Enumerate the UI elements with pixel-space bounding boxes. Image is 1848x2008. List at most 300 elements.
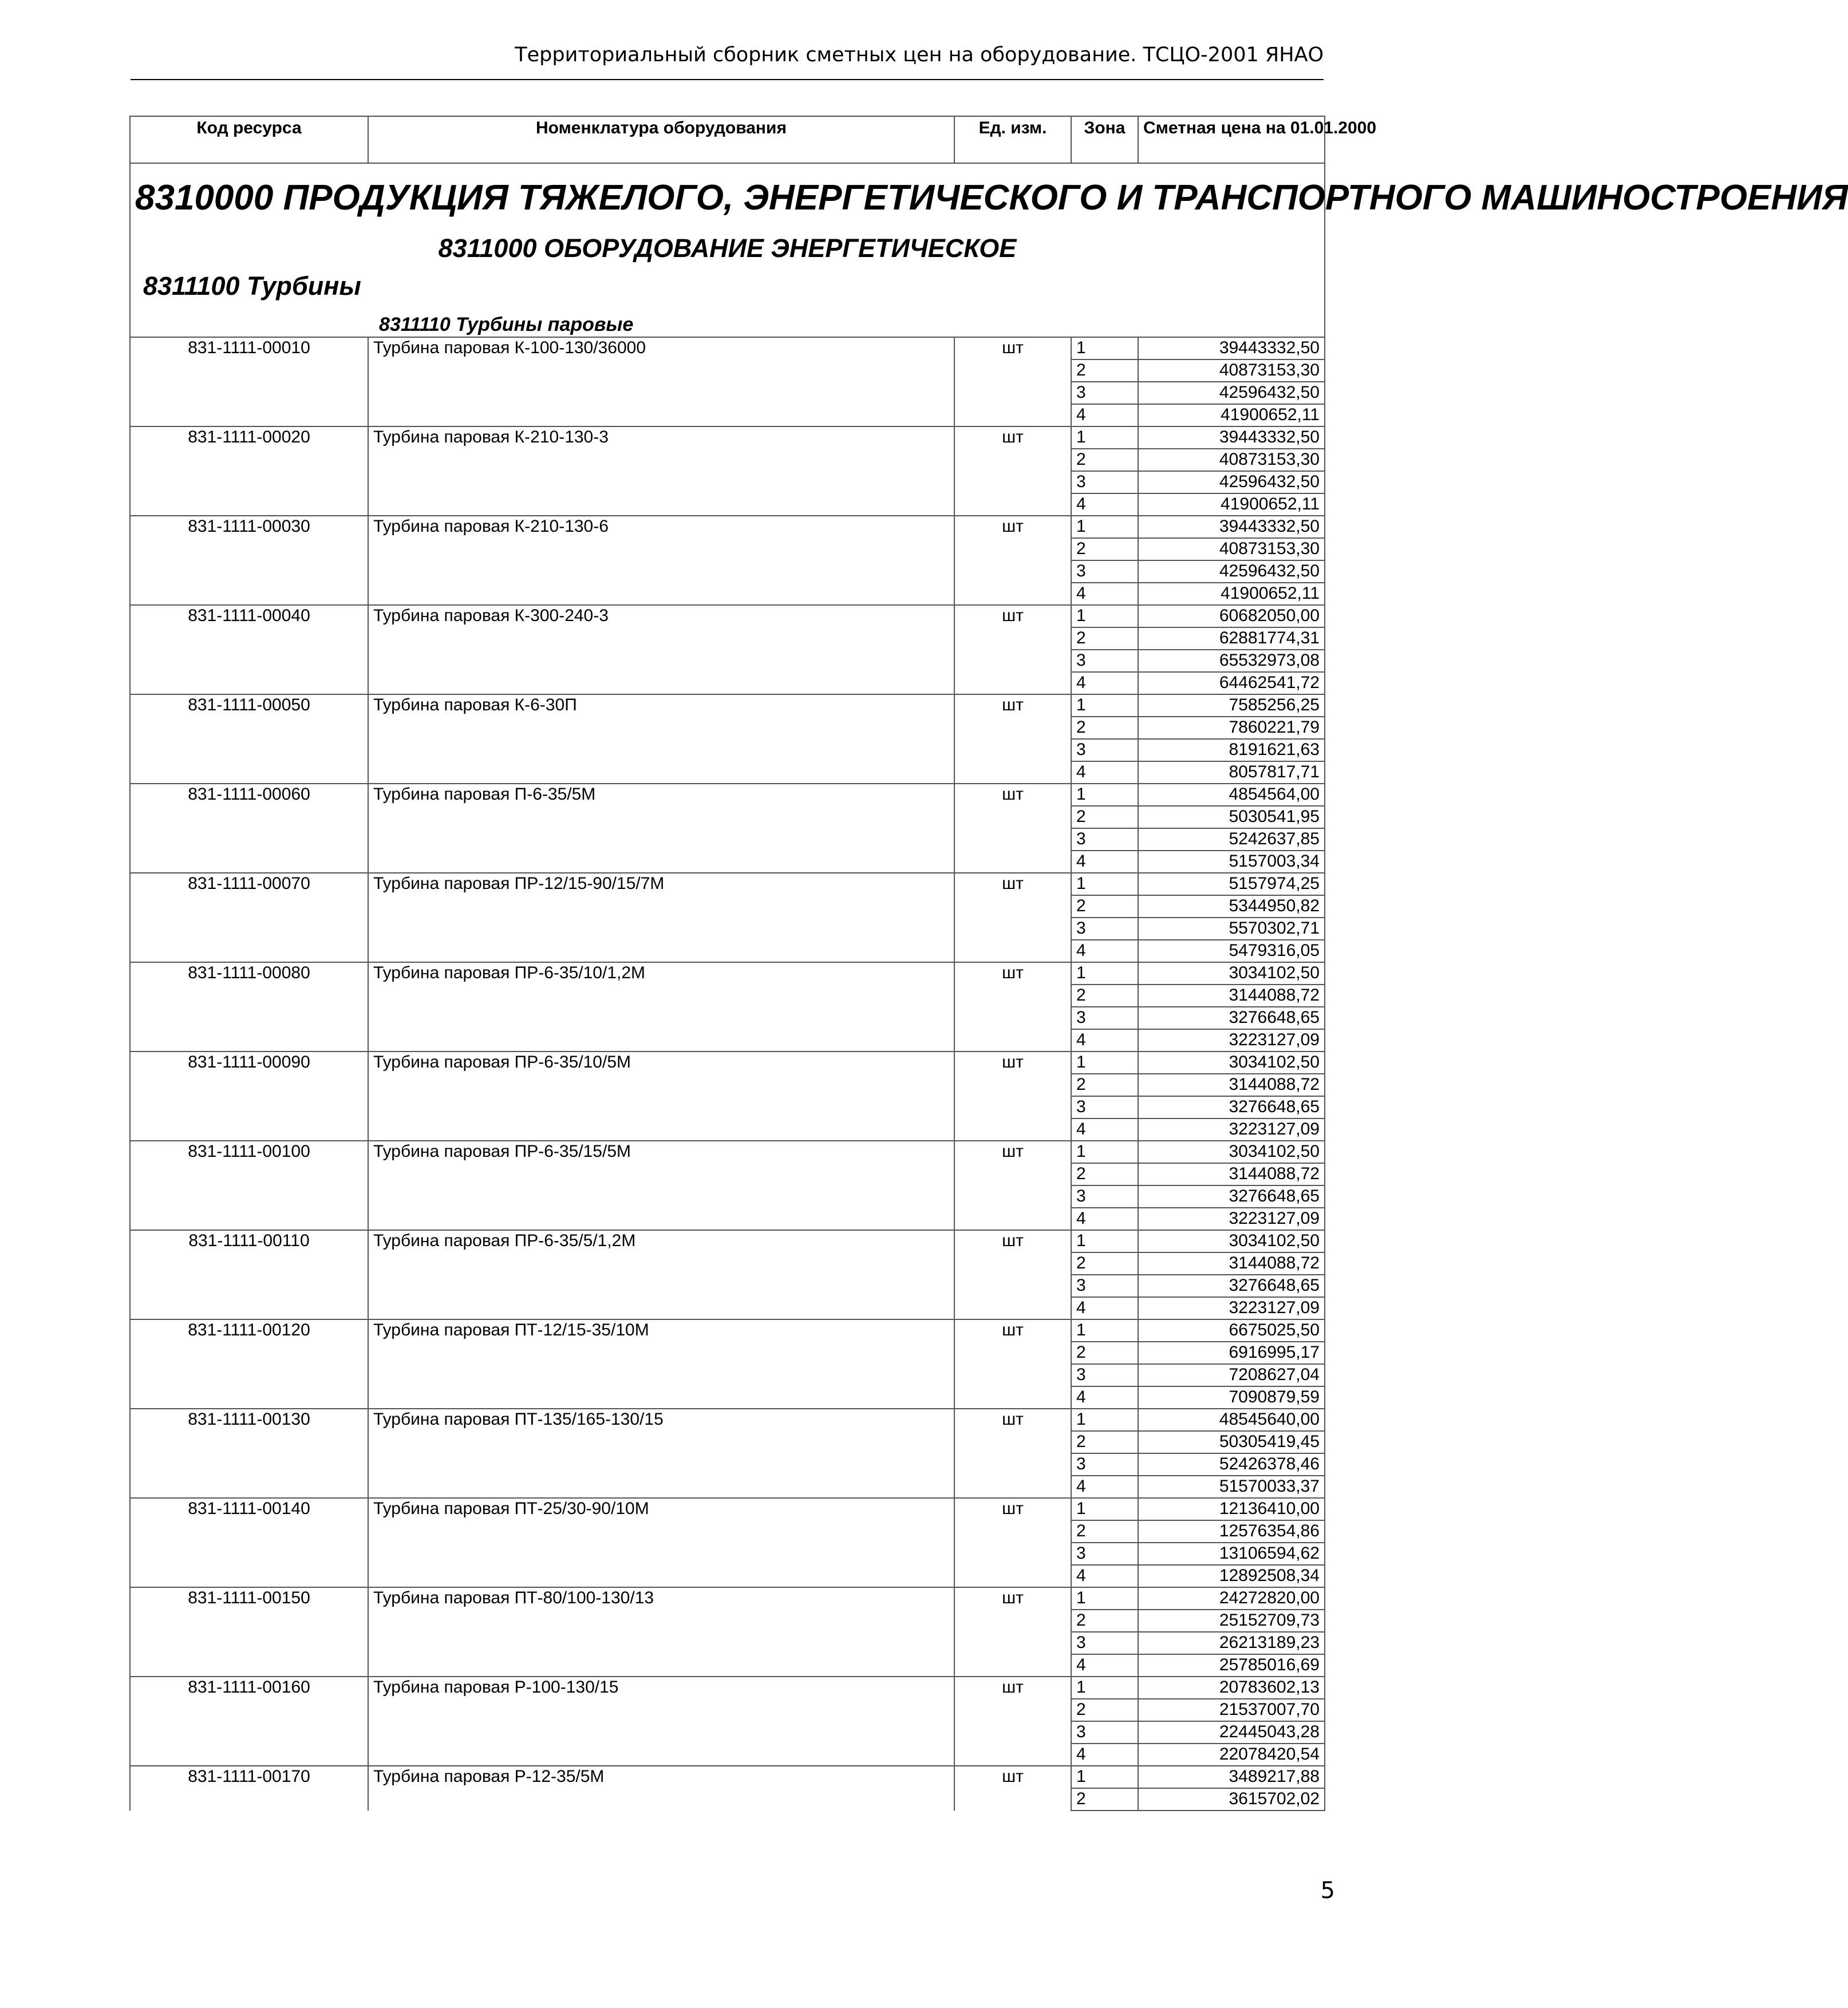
table-row	[130, 359, 1325, 382]
equipment-name	[368, 1744, 954, 1766]
column-header-code: Код ресурса	[130, 116, 368, 163]
unit-of-measure: шт	[954, 1766, 1071, 1788]
zone-cell: 1	[1071, 1141, 1138, 1163]
table-row	[130, 806, 1325, 828]
equipment-name	[368, 1610, 954, 1632]
price-cell: 12576354,86	[1138, 1520, 1325, 1543]
zone-cell: 1	[1071, 1498, 1138, 1520]
equipment-name	[368, 650, 954, 672]
price-cell: 42596432,50	[1138, 560, 1325, 583]
price-cell: 22445043,28	[1138, 1721, 1325, 1744]
table-body	[130, 163, 1848, 1811]
zone-cell: 2	[1071, 1342, 1138, 1364]
unit-of-measure: шт	[954, 1409, 1071, 1431]
equipment-name	[368, 1364, 954, 1386]
price-cell: 3276648,65	[1138, 1185, 1325, 1208]
equipment-name: Турбина паровая К-100-130/36000	[368, 337, 954, 359]
equipment-name: Турбина паровая ПР-12/15-90/15/7М	[368, 873, 954, 895]
resource-code	[130, 895, 368, 918]
price-cell: 48545640,00	[1138, 1409, 1325, 1431]
resource-code	[130, 493, 368, 516]
price-cell: 41900652,11	[1138, 404, 1325, 426]
table-row	[130, 1587, 1325, 1610]
resource-code	[130, 1007, 368, 1029]
resource-code: 831-1111-00090	[130, 1052, 368, 1074]
equipment-name	[368, 1029, 954, 1052]
unit-of-measure	[954, 1364, 1071, 1386]
price-cell: 3034102,50	[1138, 962, 1325, 985]
table-row	[130, 1074, 1325, 1096]
table-row	[130, 1409, 1325, 1431]
price-cell: 3276648,65	[1138, 1096, 1325, 1118]
unit-of-measure	[954, 382, 1071, 404]
page-number: 5	[1320, 1877, 1335, 1904]
price-cell: 3223127,09	[1138, 1208, 1325, 1230]
table-row	[130, 426, 1325, 449]
resource-code	[130, 1163, 368, 1185]
zone-cell: 1	[1071, 1587, 1138, 1610]
price-cell: 6675025,50	[1138, 1319, 1325, 1342]
unit-of-measure	[954, 1699, 1071, 1721]
table-row	[130, 717, 1325, 739]
resource-code	[130, 1476, 368, 1498]
zone-cell: 2	[1071, 895, 1138, 918]
table-row	[130, 1721, 1325, 1744]
equipment-name	[368, 1185, 954, 1208]
zone-cell: 4	[1071, 761, 1138, 784]
unit-of-measure: шт	[954, 694, 1071, 717]
resource-code: 831-1111-00020	[130, 426, 368, 449]
price-cell: 64462541,72	[1138, 672, 1325, 694]
zone-cell: 4	[1071, 1386, 1138, 1409]
resource-code	[130, 1565, 368, 1587]
subsection-title: 8311000 ОБОРУДОВАНИЕ ЭНЕРГЕТИЧЕСКОЕ	[438, 234, 1017, 263]
table-row	[130, 1476, 1325, 1498]
table-row	[130, 1319, 1325, 1342]
zone-cell: 2	[1071, 1163, 1138, 1185]
price-cell: 7208627,04	[1138, 1364, 1325, 1386]
zone-cell: 3	[1071, 650, 1138, 672]
zone-cell: 1	[1071, 1677, 1138, 1699]
zone-cell: 4	[1071, 493, 1138, 516]
price-cell: 3144088,72	[1138, 1163, 1325, 1185]
zone-cell: 2	[1071, 717, 1138, 739]
equipment-name	[368, 1252, 954, 1275]
price-cell: 5157003,34	[1138, 851, 1325, 873]
zone-cell: 3	[1071, 1543, 1138, 1565]
price-cell: 8191621,63	[1138, 739, 1325, 761]
zone-cell: 1	[1071, 605, 1138, 627]
table-row	[130, 650, 1325, 672]
resource-code: 831-1111-00110	[130, 1230, 368, 1252]
resource-code	[130, 471, 368, 493]
equipment-name	[368, 1163, 954, 1185]
equipment-name	[368, 1543, 954, 1565]
table-row	[130, 538, 1325, 560]
zone-cell: 4	[1071, 1565, 1138, 1587]
zone-cell: 3	[1071, 1185, 1138, 1208]
resource-code	[130, 627, 368, 650]
resource-code	[130, 1208, 368, 1230]
price-cell: 42596432,50	[1138, 382, 1325, 404]
zone-cell: 2	[1071, 1520, 1138, 1543]
resource-code: 831-1111-00010	[130, 337, 368, 359]
resource-code: 831-1111-00120	[130, 1319, 368, 1342]
unit-of-measure	[954, 1007, 1071, 1029]
zone-cell: 2	[1071, 1610, 1138, 1632]
zone-cell: 2	[1071, 1699, 1138, 1721]
resource-code: 831-1111-00100	[130, 1141, 368, 1163]
equipment-name	[368, 1431, 954, 1453]
equipment-name	[368, 895, 954, 918]
price-cell: 25152709,73	[1138, 1610, 1325, 1632]
zone-cell: 1	[1071, 1230, 1138, 1252]
zone-cell: 3	[1071, 1632, 1138, 1654]
zone-cell: 3	[1071, 1364, 1138, 1386]
equipment-name	[368, 449, 954, 471]
unit-of-measure: шт	[954, 1052, 1071, 1074]
unit-of-measure	[954, 1565, 1071, 1587]
unit-of-measure	[954, 1118, 1071, 1141]
resource-code	[130, 1074, 368, 1096]
equipment-name: Турбина паровая К-6-30П	[368, 694, 954, 717]
equipment-name	[368, 739, 954, 761]
zone-cell: 4	[1071, 1744, 1138, 1766]
resource-code	[130, 1543, 368, 1565]
zone-cell: 4	[1071, 851, 1138, 873]
unit-of-measure	[954, 895, 1071, 918]
equipment-name: Турбина паровая П-6-35/5М	[368, 784, 954, 806]
zone-cell: 2	[1071, 1074, 1138, 1096]
equipment-name: Турбина паровая К-300-240-3	[368, 605, 954, 627]
unit-of-measure	[954, 1453, 1071, 1476]
price-cell: 39443332,50	[1138, 516, 1325, 538]
equipment-name	[368, 1654, 954, 1677]
zone-cell: 2	[1071, 1788, 1138, 1811]
zone-cell: 4	[1071, 1654, 1138, 1677]
price-cell: 3034102,50	[1138, 1052, 1325, 1074]
equipment-name	[368, 471, 954, 493]
price-cell: 3144088,72	[1138, 1252, 1325, 1275]
zone-cell: 4	[1071, 1118, 1138, 1141]
table-row	[130, 1386, 1325, 1409]
table-row	[130, 1163, 1325, 1185]
unit-of-measure: шт	[954, 1319, 1071, 1342]
unit-of-measure	[954, 1074, 1071, 1096]
unit-of-measure	[954, 1386, 1071, 1409]
zone-cell: 1	[1071, 784, 1138, 806]
zone-cell: 1	[1071, 1319, 1138, 1342]
table-row	[130, 471, 1325, 493]
unit-of-measure	[954, 1096, 1071, 1118]
equipment-name	[368, 1096, 954, 1118]
equipment-name: Турбина паровая ПР-6-35/10/1,2М	[368, 962, 954, 985]
zone-cell: 3	[1071, 1007, 1138, 1029]
resource-code: 831-1111-00040	[130, 605, 368, 627]
resource-code	[130, 359, 368, 382]
table-row	[130, 873, 1325, 895]
price-cell: 6916995,17	[1138, 1342, 1325, 1364]
price-cell: 39443332,50	[1138, 426, 1325, 449]
price-cell: 3144088,72	[1138, 1074, 1325, 1096]
resource-code	[130, 1118, 368, 1141]
running-head: Территориальный сборник сметных цен на оборудование. ТСЦО-2001 ЯНАО	[515, 44, 1324, 66]
price-cell: 20783602,13	[1138, 1677, 1325, 1699]
resource-code	[130, 1744, 368, 1766]
table-row	[130, 1252, 1325, 1275]
resource-code	[130, 1699, 368, 1721]
price-cell: 62881774,31	[1138, 627, 1325, 650]
table-row	[130, 985, 1325, 1007]
table-row	[130, 1275, 1325, 1297]
table-row	[130, 1364, 1325, 1386]
zone-cell: 1	[1071, 426, 1138, 449]
resource-code	[130, 583, 368, 605]
equipment-name	[368, 404, 954, 426]
unit-of-measure	[954, 717, 1071, 739]
equipment-name	[368, 560, 954, 583]
equipment-name: Турбина паровая ПР-6-35/5/1,2М	[368, 1230, 954, 1252]
unit-of-measure	[954, 739, 1071, 761]
unit-of-measure	[954, 1632, 1071, 1654]
resource-code: 831-1111-00030	[130, 516, 368, 538]
table-row	[130, 1208, 1325, 1230]
zone-cell: 3	[1071, 382, 1138, 404]
resource-code: 831-1111-00050	[130, 694, 368, 717]
table-row	[130, 1699, 1325, 1721]
price-cell: 26213189,23	[1138, 1632, 1325, 1654]
table-row	[130, 1118, 1325, 1141]
table-row	[130, 1297, 1325, 1319]
unit-of-measure	[954, 1342, 1071, 1364]
table-row	[130, 828, 1325, 851]
price-cell: 3615702,02	[1138, 1788, 1325, 1811]
unit-of-measure	[954, 449, 1071, 471]
resource-code	[130, 1632, 368, 1654]
unit-of-measure	[954, 538, 1071, 560]
unit-of-measure	[954, 918, 1071, 940]
resource-code: 831-1111-00080	[130, 962, 368, 985]
unit-of-measure	[954, 985, 1071, 1007]
price-cell: 7860221,79	[1138, 717, 1325, 739]
unit-of-measure: шт	[954, 784, 1071, 806]
price-cell: 13106594,62	[1138, 1543, 1325, 1565]
zone-cell: 4	[1071, 1297, 1138, 1319]
price-cell: 8057817,71	[1138, 761, 1325, 784]
unit-of-measure	[954, 1208, 1071, 1230]
class-title: 8311110 Турбины паровые	[379, 314, 634, 335]
resource-code	[130, 739, 368, 761]
equipment-name	[368, 985, 954, 1007]
unit-of-measure: шт	[954, 1587, 1071, 1610]
price-cell: 39443332,50	[1138, 337, 1325, 359]
resource-code	[130, 538, 368, 560]
resource-code	[130, 382, 368, 404]
equipment-name	[368, 1275, 954, 1297]
group-title: 8311100 Турбины	[143, 271, 361, 301]
equipment-name	[368, 940, 954, 962]
unit-of-measure: шт	[954, 516, 1071, 538]
price-cell: 5242637,85	[1138, 828, 1325, 851]
equipment-name	[368, 1297, 954, 1319]
price-cell: 3489217,88	[1138, 1766, 1325, 1788]
price-cell: 5030541,95	[1138, 806, 1325, 828]
price-cell: 24272820,00	[1138, 1587, 1325, 1610]
price-cell: 5570302,71	[1138, 918, 1325, 940]
table-row	[130, 672, 1325, 694]
price-cell: 65532973,08	[1138, 650, 1325, 672]
zone-cell: 3	[1071, 1096, 1138, 1118]
resource-code	[130, 828, 368, 851]
price-cell: 3276648,65	[1138, 1275, 1325, 1297]
table-row	[130, 1654, 1325, 1677]
unit-of-measure	[954, 1163, 1071, 1185]
table-row	[130, 1096, 1325, 1118]
resource-code	[130, 1185, 368, 1208]
zone-cell: 3	[1071, 828, 1138, 851]
table-row	[130, 1520, 1325, 1543]
zone-cell: 1	[1071, 1052, 1138, 1074]
unit-of-measure	[954, 806, 1071, 828]
resource-code: 831-1111-00160	[130, 1677, 368, 1699]
resource-code	[130, 918, 368, 940]
table-row	[130, 1453, 1325, 1476]
unit-of-measure: шт	[954, 605, 1071, 627]
equipment-name: Турбина паровая Р-12-35/5М	[368, 1766, 954, 1788]
zone-cell: 1	[1071, 1409, 1138, 1431]
unit-of-measure	[954, 1520, 1071, 1543]
unit-of-measure: шт	[954, 873, 1071, 895]
zone-cell: 4	[1071, 1029, 1138, 1052]
resource-code	[130, 761, 368, 784]
table-row	[130, 1431, 1325, 1453]
unit-of-measure	[954, 627, 1071, 650]
table-row	[130, 1788, 1325, 1811]
zone-cell: 1	[1071, 962, 1138, 985]
zone-cell: 1	[1071, 516, 1138, 538]
price-cell: 7585256,25	[1138, 694, 1325, 717]
table-row	[130, 1610, 1325, 1632]
equipment-name	[368, 538, 954, 560]
equipment-name	[368, 1208, 954, 1230]
column-header-zone: Зона	[1071, 116, 1138, 163]
unit-of-measure: шт	[954, 337, 1071, 359]
price-cell: 41900652,11	[1138, 583, 1325, 605]
zone-cell: 4	[1071, 940, 1138, 962]
zone-cell: 2	[1071, 985, 1138, 1007]
table-row	[130, 1230, 1325, 1252]
table-row	[130, 605, 1325, 627]
equipment-name: Турбина паровая К-210-130-6	[368, 516, 954, 538]
equipment-name: Турбина паровая ПТ-25/30-90/10М	[368, 1498, 954, 1520]
column-header-unit: Ед. изм.	[954, 116, 1071, 163]
unit-of-measure	[954, 471, 1071, 493]
price-cell: 51570033,37	[1138, 1476, 1325, 1498]
equipment-name	[368, 359, 954, 382]
equipment-name	[368, 1788, 954, 1811]
unit-of-measure	[954, 1476, 1071, 1498]
resource-code: 831-1111-00130	[130, 1409, 368, 1431]
unit-of-measure	[954, 940, 1071, 962]
resource-code	[130, 449, 368, 471]
resource-code	[130, 1252, 368, 1275]
table-row	[130, 761, 1325, 784]
equipment-name	[368, 1632, 954, 1654]
resource-code: 831-1111-00170	[130, 1766, 368, 1788]
unit-of-measure	[954, 1275, 1071, 1297]
unit-of-measure	[954, 1029, 1071, 1052]
zone-cell: 3	[1071, 560, 1138, 583]
table-row	[130, 918, 1325, 940]
section-title: 8310000 ПРОДУКЦИЯ ТЯЖЕЛОГО, ЭНЕРГЕТИЧЕСКОГО И ТРАНСПОРТНОГО МАШИНОСТРОЕНИЯ	[135, 178, 1848, 218]
price-cell: 4854564,00	[1138, 784, 1325, 806]
unit-of-measure: шт	[954, 1230, 1071, 1252]
table-row	[130, 1744, 1325, 1766]
equipment-name	[368, 627, 954, 650]
zone-cell: 1	[1071, 1766, 1138, 1788]
resource-code	[130, 940, 368, 962]
resource-code	[130, 1721, 368, 1744]
resource-code	[130, 560, 368, 583]
equipment-name	[368, 1118, 954, 1141]
zone-cell: 2	[1071, 1252, 1138, 1275]
table-row	[130, 560, 1325, 583]
resource-code: 831-1111-00150	[130, 1587, 368, 1610]
resource-code	[130, 806, 368, 828]
price-cell: 3034102,50	[1138, 1230, 1325, 1252]
zone-cell: 3	[1071, 918, 1138, 940]
unit-of-measure	[954, 1788, 1071, 1811]
table-row	[130, 627, 1325, 650]
equipment-name: Турбина паровая ПТ-80/100-130/13	[368, 1587, 954, 1610]
table-row	[130, 1185, 1325, 1208]
zone-cell: 3	[1071, 739, 1138, 761]
header-rule	[131, 79, 1324, 80]
unit-of-measure	[954, 404, 1071, 426]
equipment-name	[368, 828, 954, 851]
unit-of-measure	[954, 1654, 1071, 1677]
table-row	[130, 1543, 1325, 1565]
zone-cell: 2	[1071, 359, 1138, 382]
resource-code: 831-1111-00070	[130, 873, 368, 895]
price-cell: 40873153,30	[1138, 538, 1325, 560]
table-row	[130, 1141, 1325, 1163]
table-row	[130, 739, 1325, 761]
resource-code	[130, 1453, 368, 1476]
table-row	[130, 493, 1325, 516]
table-row	[130, 851, 1325, 873]
unit-of-measure	[954, 1297, 1071, 1319]
price-cell: 12892508,34	[1138, 1565, 1325, 1587]
price-cell: 22078420,54	[1138, 1744, 1325, 1766]
equipment-name	[368, 1386, 954, 1409]
zone-cell: 4	[1071, 1208, 1138, 1230]
table-row	[130, 1565, 1325, 1587]
unit-of-measure	[954, 560, 1071, 583]
zone-cell: 3	[1071, 471, 1138, 493]
zone-cell: 2	[1071, 1431, 1138, 1453]
equipment-name	[368, 493, 954, 516]
equipment-name: Турбина паровая К-210-130-3	[368, 426, 954, 449]
unit-of-measure	[954, 1721, 1071, 1744]
section-header	[130, 163, 1848, 337]
equipment-name: Турбина паровая ПТ-135/165-130/15	[368, 1409, 954, 1431]
equipment-name	[368, 1007, 954, 1029]
equipment-name	[368, 806, 954, 828]
resource-code	[130, 1386, 368, 1409]
unit-of-measure	[954, 761, 1071, 784]
equipment-name	[368, 717, 954, 739]
